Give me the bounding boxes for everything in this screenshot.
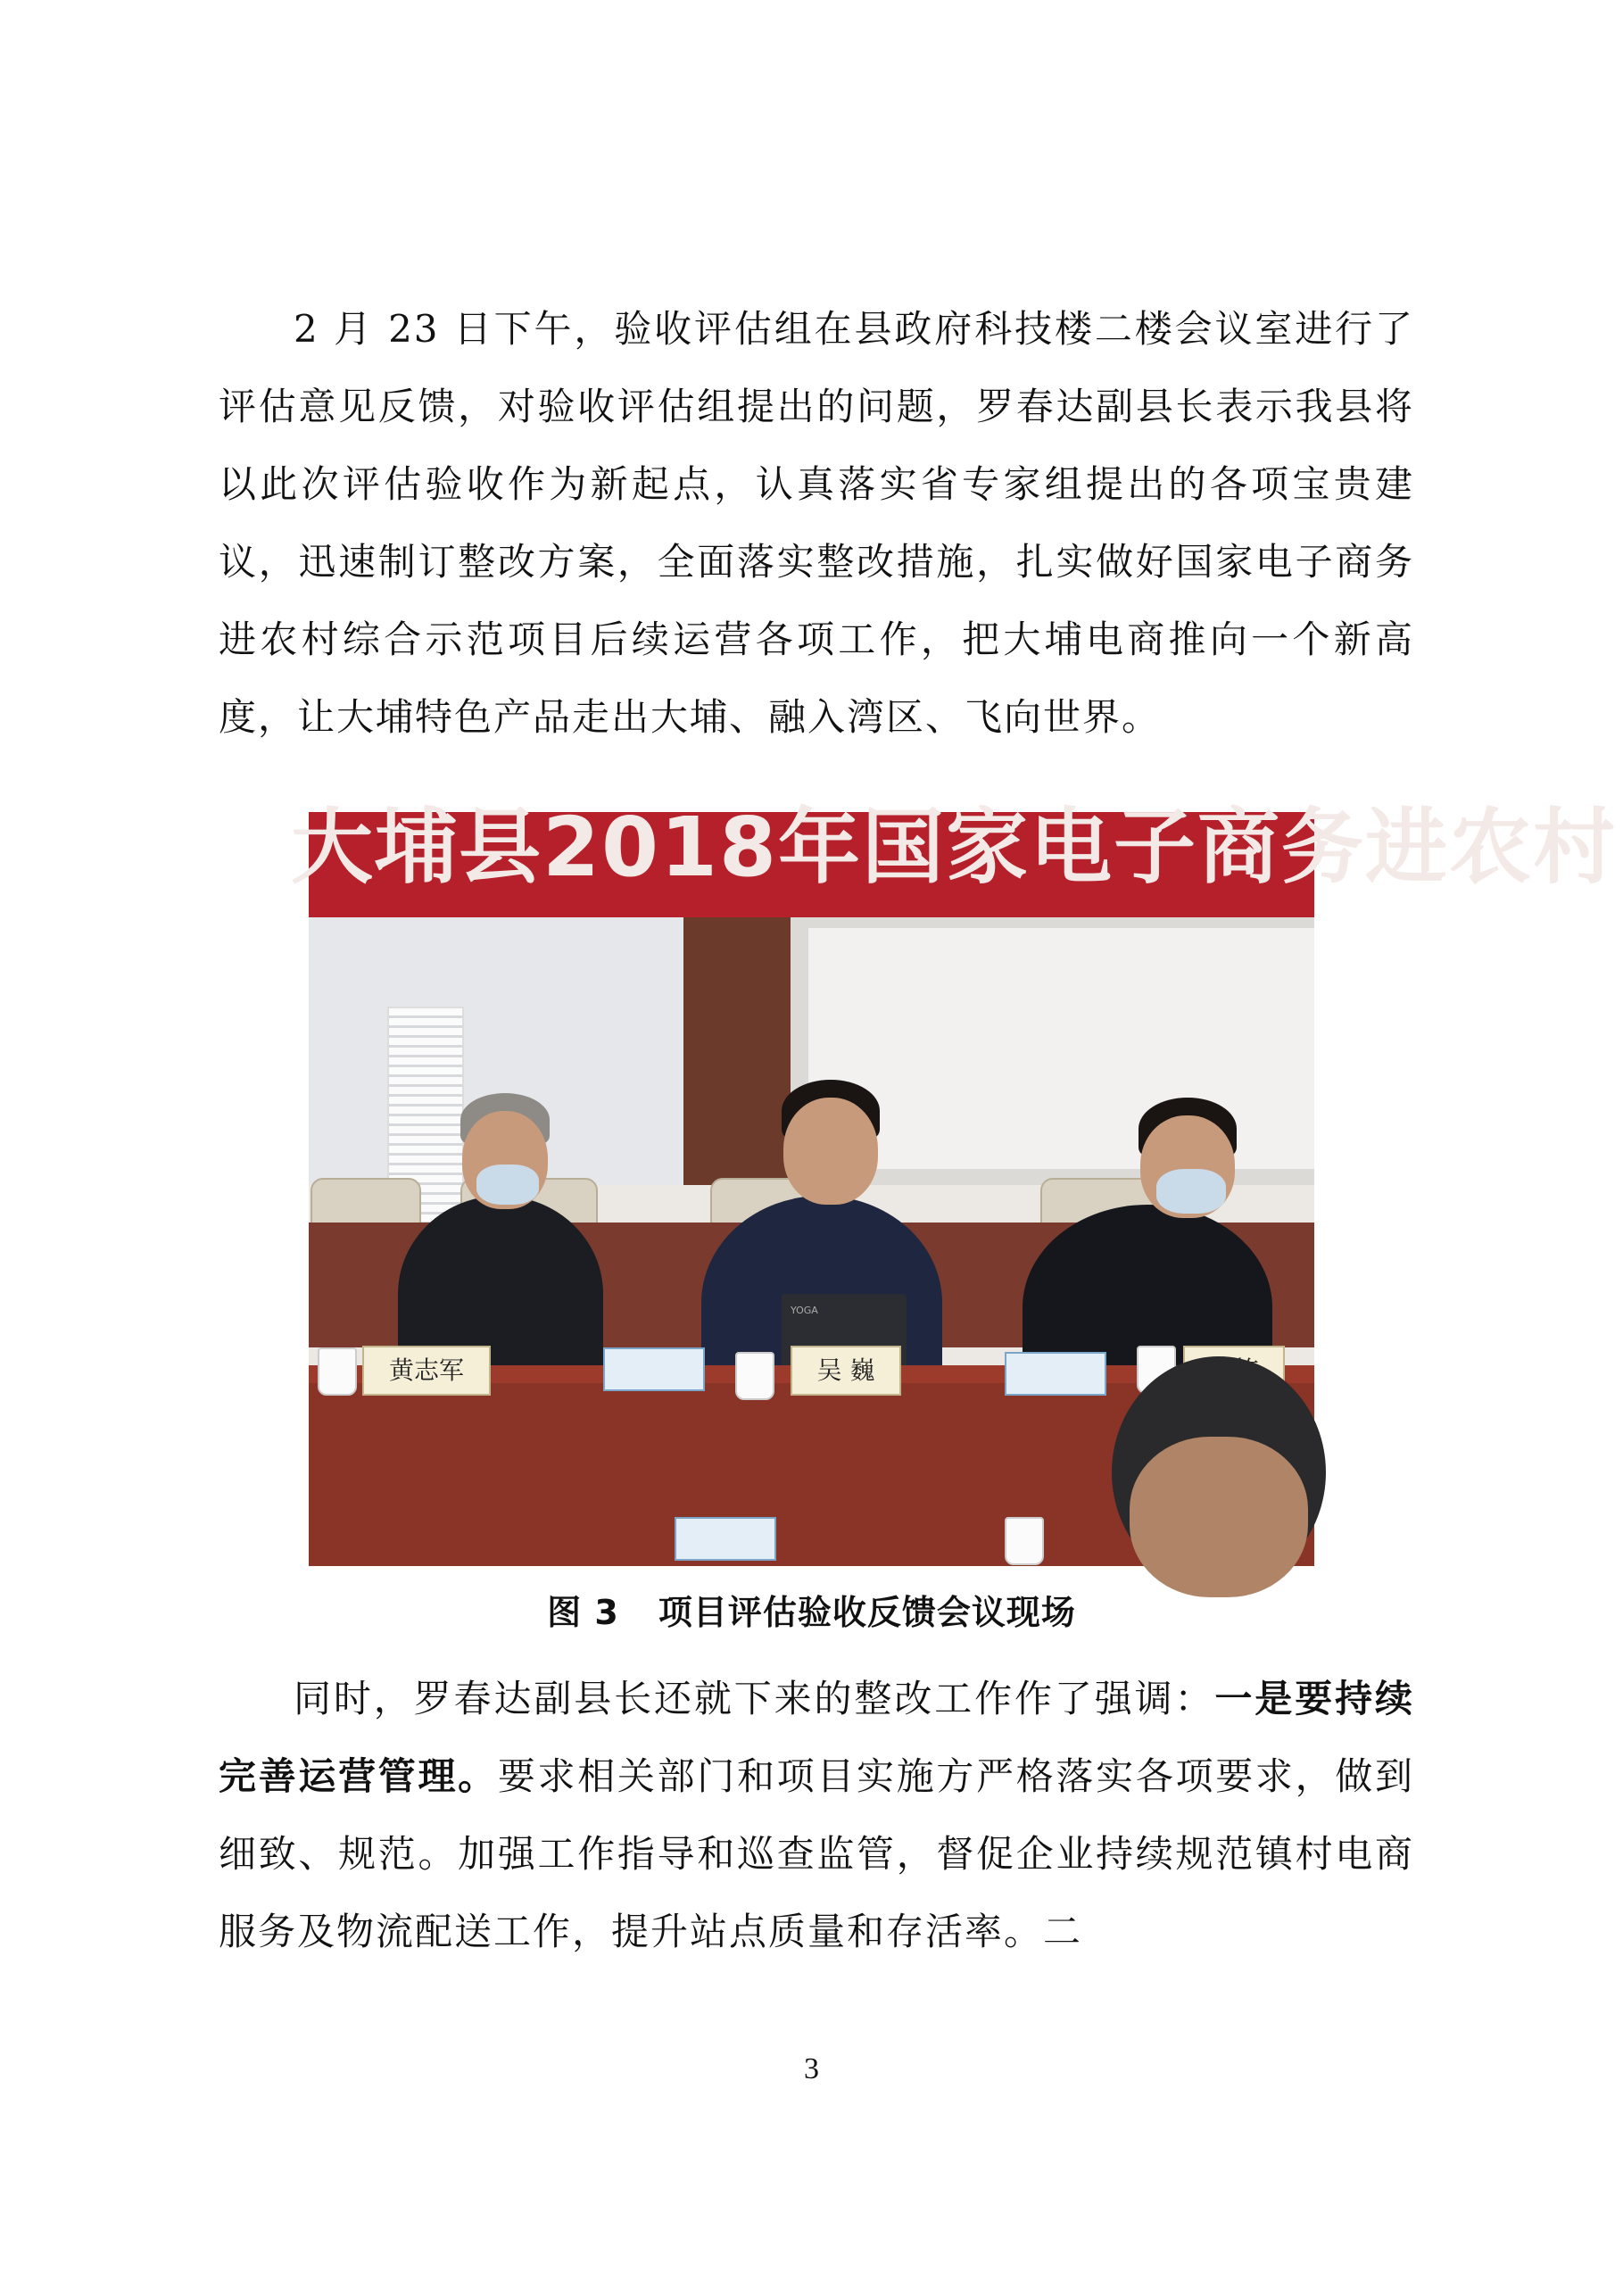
red-banner bbox=[291, 800, 1618, 917]
face-mask bbox=[1156, 1169, 1226, 1214]
paragraph-1: 2 月 23 日下午，验收评估组在县政府科技楼二楼会议室进行了评估意见反馈，对验收评估组提出的问题，罗春达副县长表示我县将以此次评估验收作为新起点，认真落实省专家组提出的各项宝贵建议，迅速制订整改方案，全面落实整改措施，扎实做好国家电子商务进农村综合示范项目后续运营各项工作，把大埔电商推向一个新高度，让大埔特色产品走出大埔、融入湾区、飞向世界。 bbox=[219, 307, 1414, 739]
wood-panel bbox=[683, 917, 791, 1185]
figure-number: 图 3 bbox=[547, 1593, 619, 1632]
page-number: 3 bbox=[804, 2052, 819, 2085]
head bbox=[783, 1098, 878, 1205]
laptop-brand: YOGA bbox=[791, 1305, 818, 1316]
figure-caption-text: 项目评估验收反馈会议现场 bbox=[658, 1593, 1076, 1632]
tea-cup bbox=[735, 1352, 774, 1400]
paragraph-2 bbox=[219, 1660, 1414, 1970]
tissue-box bbox=[603, 1347, 705, 1391]
face-mask bbox=[476, 1165, 539, 1205]
foreground-face bbox=[1130, 1437, 1308, 1597]
name-placard-center: 吴 巍 bbox=[791, 1346, 901, 1396]
whiteboard bbox=[808, 928, 1314, 1169]
paragraph-2-rest: 要求相关部门和项目实施方严格落实各项要求，做到细致、规范。加强工作指导和巡查监管，督促企业持续规范镇村电商服务及物流配送工作，提升站点质量和存活率。二 bbox=[219, 1754, 1414, 1953]
name-placard-left: 黄志军 bbox=[362, 1346, 491, 1396]
figure-caption bbox=[0, 1585, 1623, 1634]
tea-cup bbox=[318, 1347, 357, 1396]
tissue-box bbox=[1005, 1352, 1106, 1396]
tea-cup bbox=[1005, 1517, 1044, 1565]
meeting-photo bbox=[291, 800, 1618, 1566]
banner-text: 大埔县2018年国家电子商务进农村 bbox=[291, 800, 1618, 895]
paragraph-2-bold: 一是要持续完善运营管理。 bbox=[219, 1677, 1414, 1798]
paragraph-2-lead: 同时，罗春达副县长还就下来的整改工作作了强调： bbox=[294, 1677, 1215, 1720]
tissue-box bbox=[675, 1517, 776, 1561]
